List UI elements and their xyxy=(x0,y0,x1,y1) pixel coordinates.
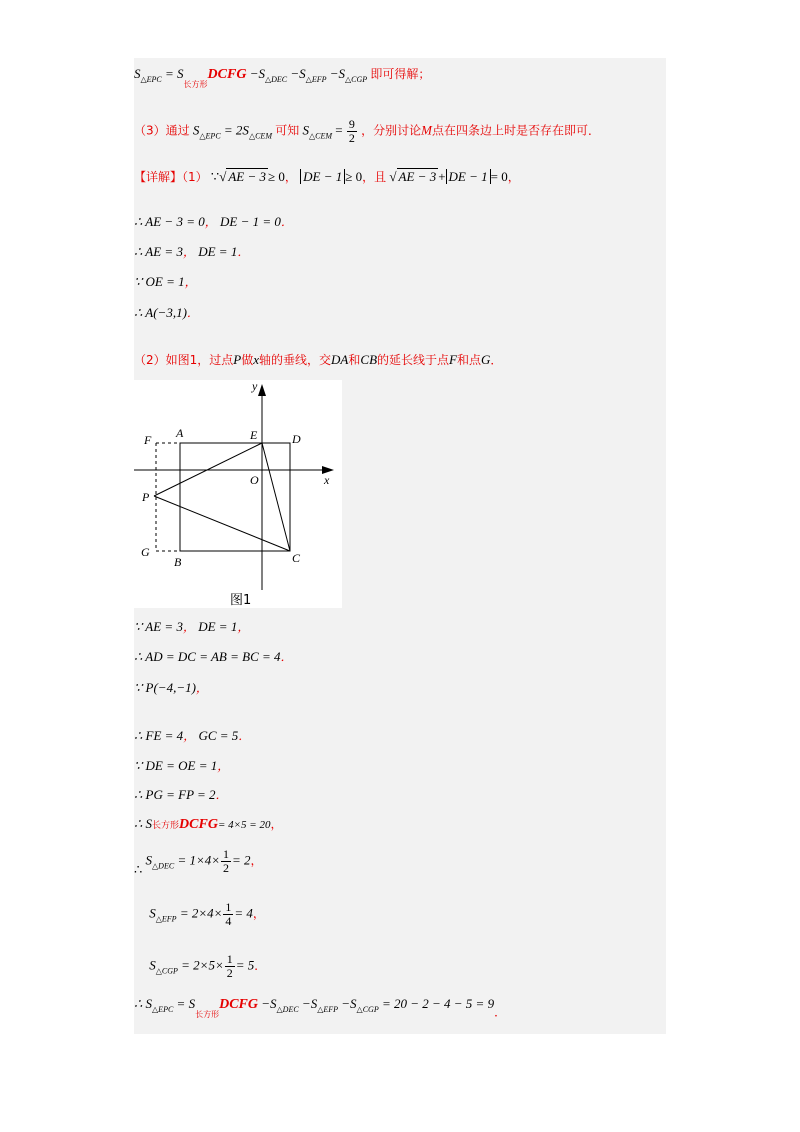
label-o: O xyxy=(250,473,259,487)
math-eq: = S xyxy=(176,996,196,1011)
subscript: △EFP xyxy=(305,75,327,84)
comma: ， xyxy=(237,620,250,634)
math: = 4×5 = 20 xyxy=(217,819,271,831)
subscript: △CGP xyxy=(356,1005,379,1014)
line-18 xyxy=(134,953,266,980)
label-x: x xyxy=(324,473,330,487)
text: 和点 xyxy=(457,353,482,367)
line-6 xyxy=(134,273,197,291)
comma: ， xyxy=(184,275,197,289)
fraction-9-2 xyxy=(347,118,357,145)
math-s: S xyxy=(145,852,153,868)
line-17 xyxy=(134,901,265,928)
point-g: G xyxy=(481,352,491,367)
line-7 xyxy=(134,304,199,322)
rect-label: 长方形 xyxy=(195,1010,220,1019)
text: 和 xyxy=(348,353,361,367)
math-2s: = 2S xyxy=(223,122,249,138)
label-c: C xyxy=(292,551,301,565)
math: ∴ AD = DC = AB = BC = 4 xyxy=(134,649,281,664)
square-abcd xyxy=(180,443,290,551)
rect-label: 长方形 xyxy=(183,80,208,89)
line-5 xyxy=(134,243,249,261)
math-minus-s: −S xyxy=(341,996,357,1011)
line-10 xyxy=(134,648,293,666)
math-s: ∴ S xyxy=(134,996,153,1011)
math: ∵ P(−4,−1) xyxy=(134,680,196,695)
subscript: △EFP xyxy=(317,1005,339,1014)
abs-expr: DE − 1 xyxy=(446,169,491,184)
math: ∴ AE − 3 = 0 xyxy=(134,214,205,229)
point-f: F xyxy=(449,352,457,367)
math-s: S xyxy=(192,122,200,138)
period: ． xyxy=(490,353,503,367)
label-a: A xyxy=(176,426,184,440)
label-g: G xyxy=(141,545,150,559)
math-dcfg: DCFG xyxy=(219,997,258,1012)
math-eq: = S xyxy=(165,66,184,81)
frac-den: 4 xyxy=(225,914,232,928)
subscript: △EPC xyxy=(140,75,162,84)
subscript: △CEM xyxy=(248,131,272,141)
frac-num: 1 xyxy=(226,952,233,966)
comma: ， xyxy=(284,170,297,184)
math-minus-s: −S xyxy=(261,996,277,1011)
comma: ， xyxy=(270,817,283,831)
segment-da: DA xyxy=(331,352,349,367)
subscript: △EPC xyxy=(199,131,221,141)
text-and: ，且 xyxy=(362,170,387,184)
line-9 xyxy=(134,618,249,636)
comma: ， xyxy=(182,620,195,634)
math: ∴ A(−3,1) xyxy=(134,305,187,320)
comma: ， xyxy=(507,170,520,184)
math-minus-s: −S xyxy=(301,996,318,1011)
math-s: S xyxy=(302,122,309,138)
frac-den: 2 xyxy=(348,131,355,145)
period: ． xyxy=(186,306,199,320)
math: ∴ FE = 4 xyxy=(134,728,184,743)
text-discuss-end: 点在四条边上时是否存在即可． xyxy=(432,123,601,138)
line-4 xyxy=(134,213,293,231)
label-d: D xyxy=(292,432,301,446)
math-s: S xyxy=(149,905,156,921)
period: ． xyxy=(280,215,293,229)
text: 做 xyxy=(241,353,254,367)
comma: ， xyxy=(217,759,230,773)
text-discuss: ，分别讨论 xyxy=(361,123,422,138)
math: ∵ DE = OE = 1 xyxy=(134,758,218,773)
segment-cb: CB xyxy=(360,352,378,367)
comma: ， xyxy=(183,729,196,743)
math: ∵ AE = 3 xyxy=(134,619,183,634)
math: = 2×5× xyxy=(181,957,224,973)
line-11 xyxy=(134,679,208,697)
math-minus-s: −S xyxy=(249,66,265,81)
text-hint: 即可得解； xyxy=(370,67,431,81)
frac-num: 1 xyxy=(225,900,232,914)
because-symbol: ∵ xyxy=(210,169,220,184)
fraction-1-2 xyxy=(225,953,235,980)
detail-label: 【详解】 xyxy=(134,170,183,184)
line-3: 【详解】（1） ∵√ AE − 3 ≥ 0， DE − 1 ≥ 0，且 √ AE − 3 + DE − 1 = 0， xyxy=(134,169,520,184)
label-y: y xyxy=(252,380,258,393)
segment-pc xyxy=(154,496,290,551)
math: ∵ OE = 1 xyxy=(134,274,185,289)
math: = 1×4× xyxy=(177,852,221,868)
step-2-label: （2）如图1，过点 xyxy=(134,353,234,367)
therefore-symbol: ∴ xyxy=(134,862,143,878)
subscript: △CGP xyxy=(155,966,178,976)
line-16 xyxy=(134,847,263,878)
math-eq: = xyxy=(335,122,343,138)
frac-num: 1 xyxy=(223,847,230,861)
math: DE − 1 = 0 xyxy=(219,214,281,229)
text-know: 可知 xyxy=(275,123,300,138)
math: ∴ PG = FP = 2 xyxy=(134,787,216,802)
math-geq: ≥ 0 xyxy=(267,169,285,184)
frac-num: 9 xyxy=(348,117,355,131)
math-s: S xyxy=(134,66,141,81)
point-m: M xyxy=(421,122,432,138)
period: ． xyxy=(494,1005,507,1019)
rect-label: 长方形 xyxy=(152,820,180,830)
line-2 xyxy=(134,118,600,145)
math-s: S xyxy=(149,957,156,973)
math: = 4 xyxy=(234,905,253,921)
math-geq: ≥ 0 xyxy=(345,169,363,184)
comma: ， xyxy=(182,245,195,259)
math-dcfg: DCFG xyxy=(207,67,247,82)
geometry-diagram xyxy=(134,380,342,608)
math-s: ∴ S xyxy=(134,816,153,831)
period: ． xyxy=(254,958,267,973)
comma: ， xyxy=(250,853,263,868)
line-1 xyxy=(134,65,430,94)
math: GC = 5 xyxy=(198,728,239,743)
math: DE = 1 xyxy=(198,244,238,259)
line-14 xyxy=(134,786,228,804)
comma: ， xyxy=(252,906,265,921)
line-12 xyxy=(134,727,250,745)
fraction-1-4 xyxy=(223,901,233,928)
subscript: △DEC xyxy=(152,861,175,871)
math: = 5 xyxy=(235,957,255,973)
subscript: △EPC xyxy=(152,1005,174,1014)
label-b: B xyxy=(174,555,182,569)
point-p: P xyxy=(233,352,242,367)
period: ． xyxy=(238,729,251,743)
label-p: P xyxy=(142,490,150,504)
sqrt-expr: AE − 3 xyxy=(228,169,266,184)
figure-caption: 图1 xyxy=(230,593,252,608)
line-8 xyxy=(134,351,502,369)
text: 的延长线于点 xyxy=(377,353,450,367)
step-3-label: （3）通过 xyxy=(134,123,190,138)
subscript: △CEM xyxy=(309,131,333,141)
subscript: △EFP xyxy=(155,914,177,924)
sqrt-expr: AE − 3 xyxy=(398,169,437,184)
line-19 xyxy=(134,995,506,1024)
text: 轴的垂线，交 xyxy=(259,353,332,367)
frac-den: 2 xyxy=(226,966,233,980)
math-minus-s: −S xyxy=(329,66,346,81)
math-plus: + xyxy=(438,169,446,184)
subscript: △DEC xyxy=(276,1005,299,1014)
math-eq-zero: = 0 xyxy=(490,169,508,184)
y-axis-arrow xyxy=(258,384,266,396)
period: ． xyxy=(237,245,250,259)
comma: ， xyxy=(195,681,208,695)
label-e: E xyxy=(250,428,258,442)
math: = 20 − 2 − 4 − 5 = 9 xyxy=(381,996,495,1011)
period: ． xyxy=(215,788,228,802)
math-dcfg: DCFG xyxy=(179,817,218,832)
step-1-label: （1） xyxy=(182,170,208,184)
segment-ec xyxy=(262,443,290,551)
math: = 2×4× xyxy=(179,905,223,921)
math: = 2 xyxy=(232,852,251,868)
comma: ， xyxy=(204,215,217,229)
math: ∴ AE = 3 xyxy=(134,244,183,259)
abs-expr: DE − 1 xyxy=(300,169,345,184)
line-13 xyxy=(134,757,229,775)
frac-den: 2 xyxy=(223,861,230,875)
subscript: △DEC xyxy=(264,75,288,84)
subscript: △CGP xyxy=(345,75,368,84)
math-minus-s: −S xyxy=(290,66,306,81)
period: ． xyxy=(280,650,293,664)
math: DE = 1 xyxy=(198,619,238,634)
figure-1 xyxy=(134,380,342,608)
axis-x: x xyxy=(253,352,260,367)
label-f: F xyxy=(144,433,152,447)
line-15 xyxy=(134,815,283,834)
fraction-1-2 xyxy=(221,848,231,875)
